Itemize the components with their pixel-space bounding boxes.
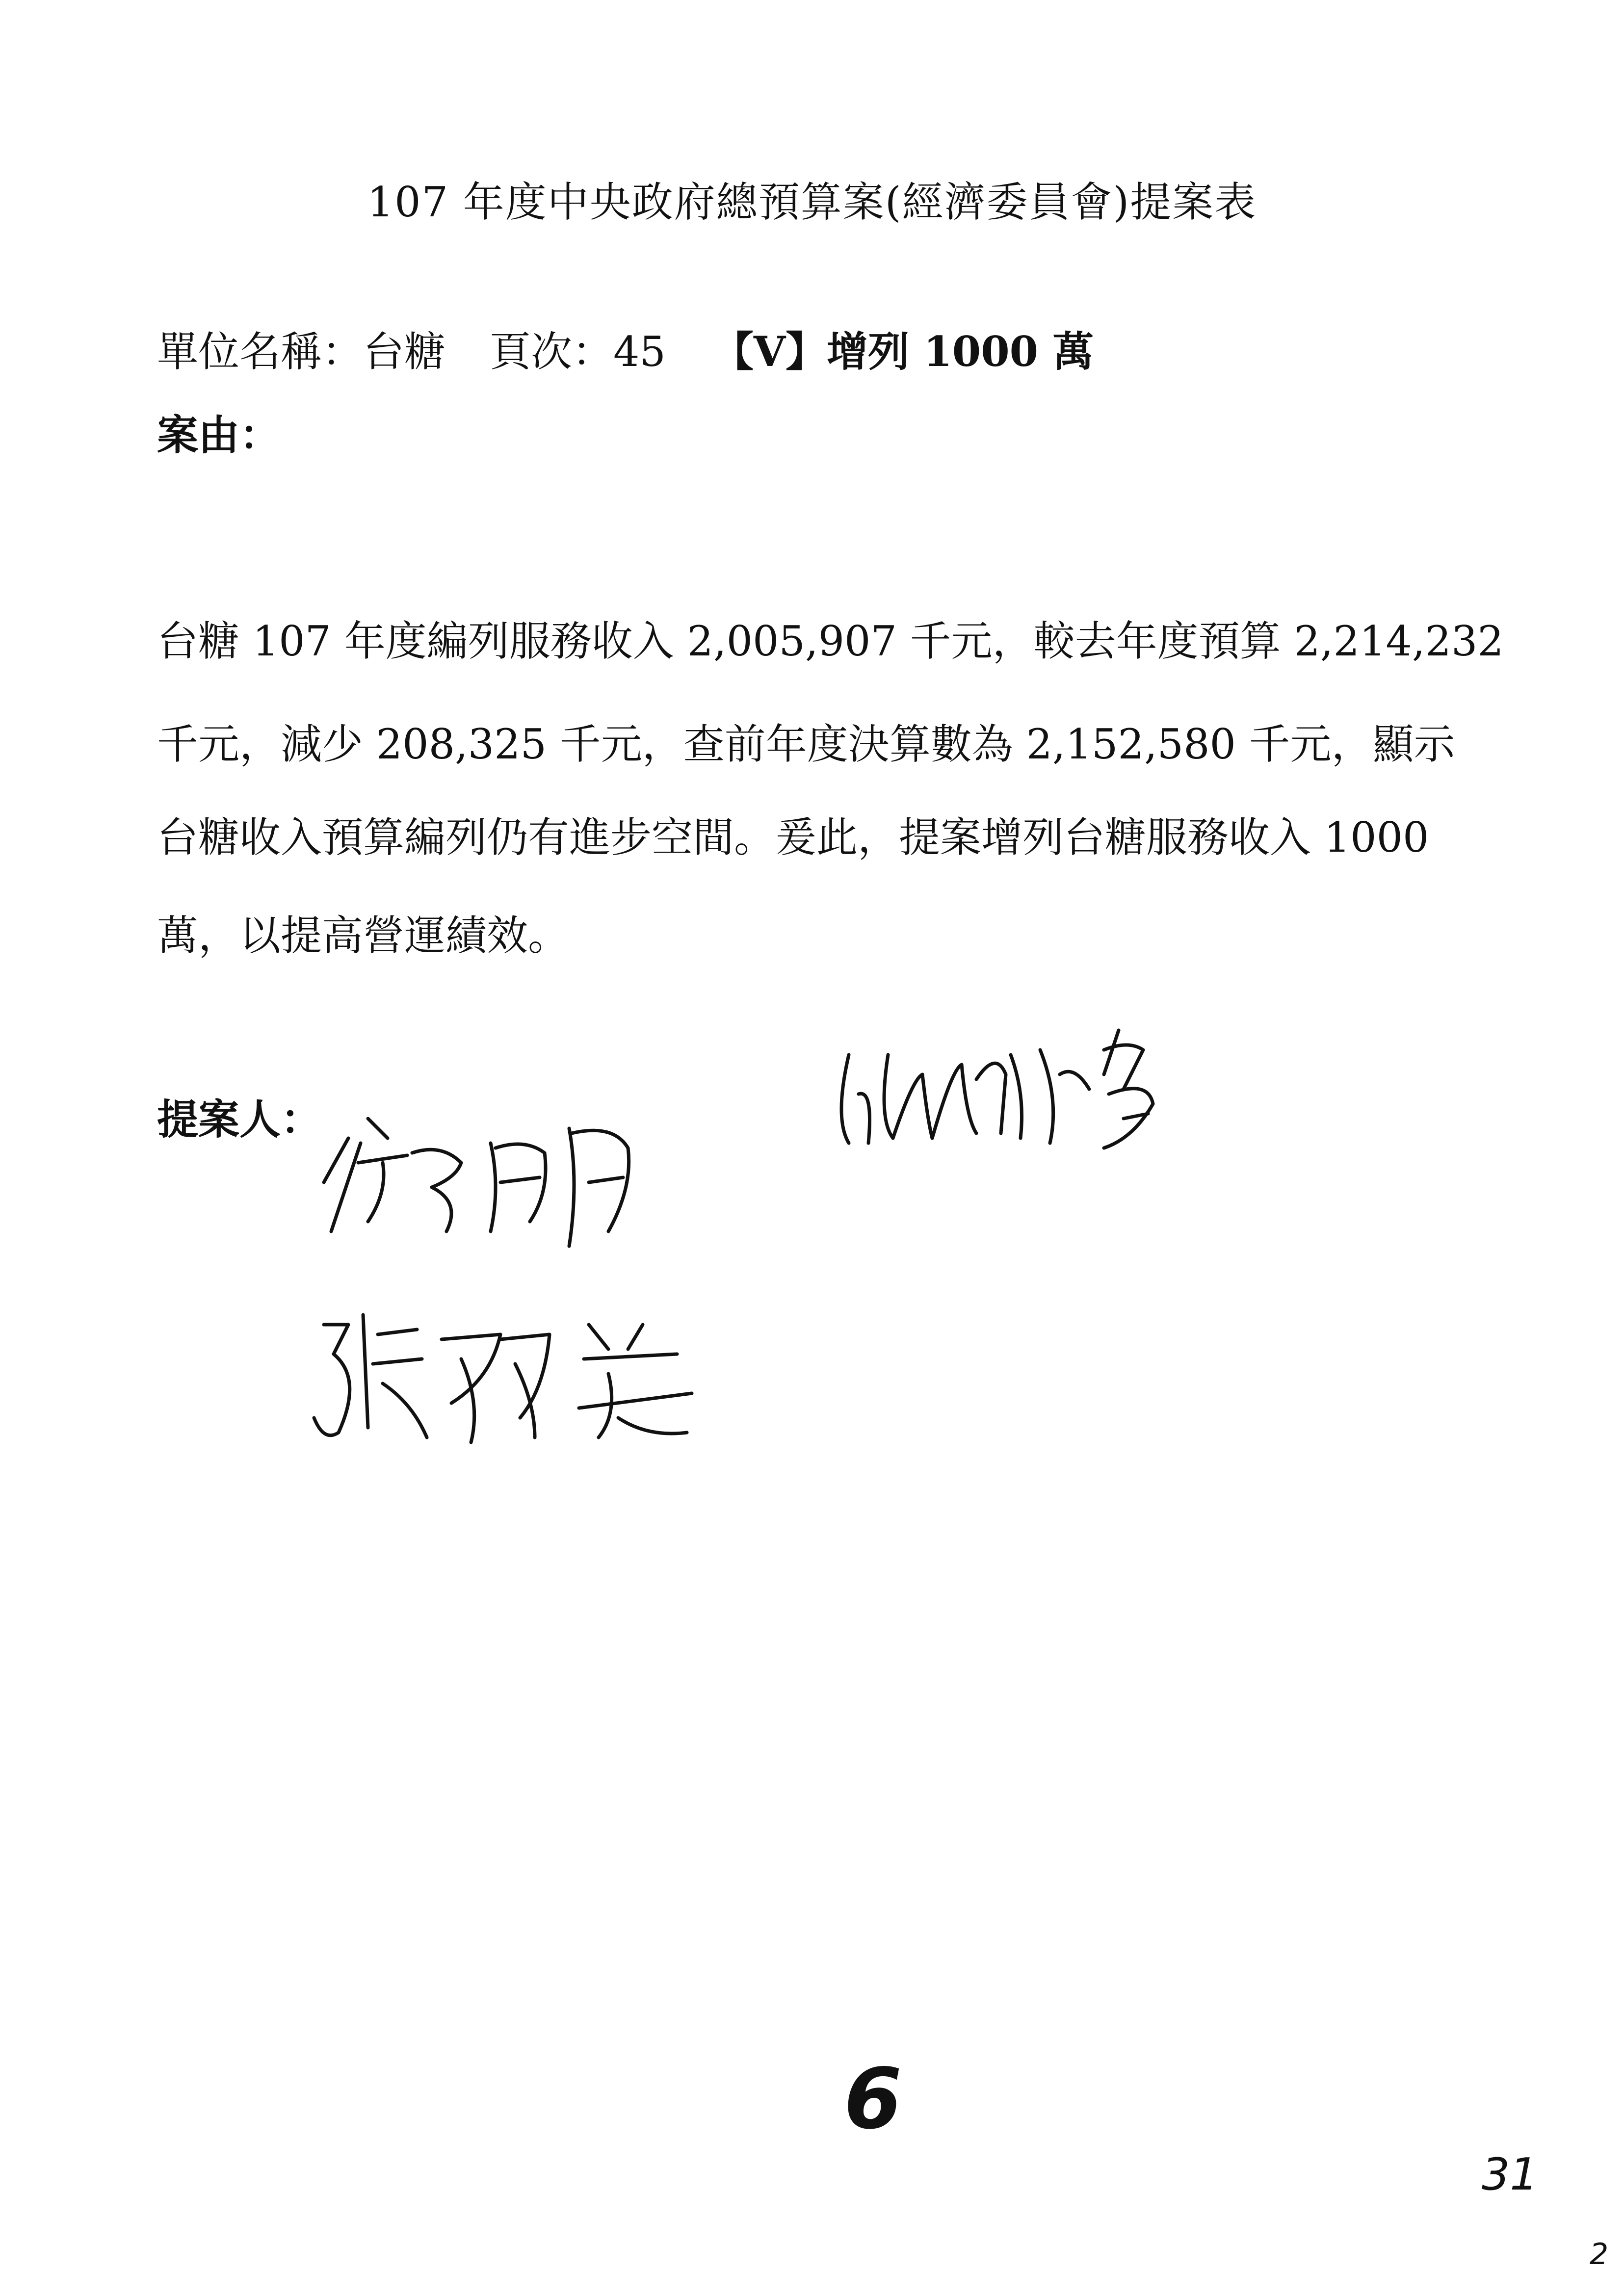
body-line: 萬，以提高營運績效。 [157,912,570,960]
signature-2 [304,1305,707,1462]
meta-line [157,319,1094,378]
body-line: 千元，減少 208,325 千元，查前年度決算數為 2,152,580 千元，顯示 [157,720,1455,768]
document-title: 107 年度中央政府總預算案(經濟委員會)提案表 [367,178,1257,226]
signature-1 [314,1109,648,1256]
handwritten-page-number: 6 [844,2051,902,2148]
unit-name: 單位名稱：台糖 [157,328,446,376]
proposer-label: 提案人： [157,1095,322,1144]
signature-3 [829,1020,1173,1168]
reason-label: 案由： [157,411,281,459]
body-line: 台糖收入預算編列仍有進步空間。爰此，提案增列台糖服務收入 1000 [157,813,1429,861]
handwritten-sheet-number: 31 [1482,2149,1538,2200]
increase-amount: 【V】增列 1000 萬 [712,327,1094,376]
body-line: 台糖 107 年度編列服務收入 2,005,907 千元，較去年度預算 2,214,232 [157,617,1504,665]
corner-mark: 2 [1590,2237,1609,2271]
page-reference: 頁次：45 [490,328,666,376]
